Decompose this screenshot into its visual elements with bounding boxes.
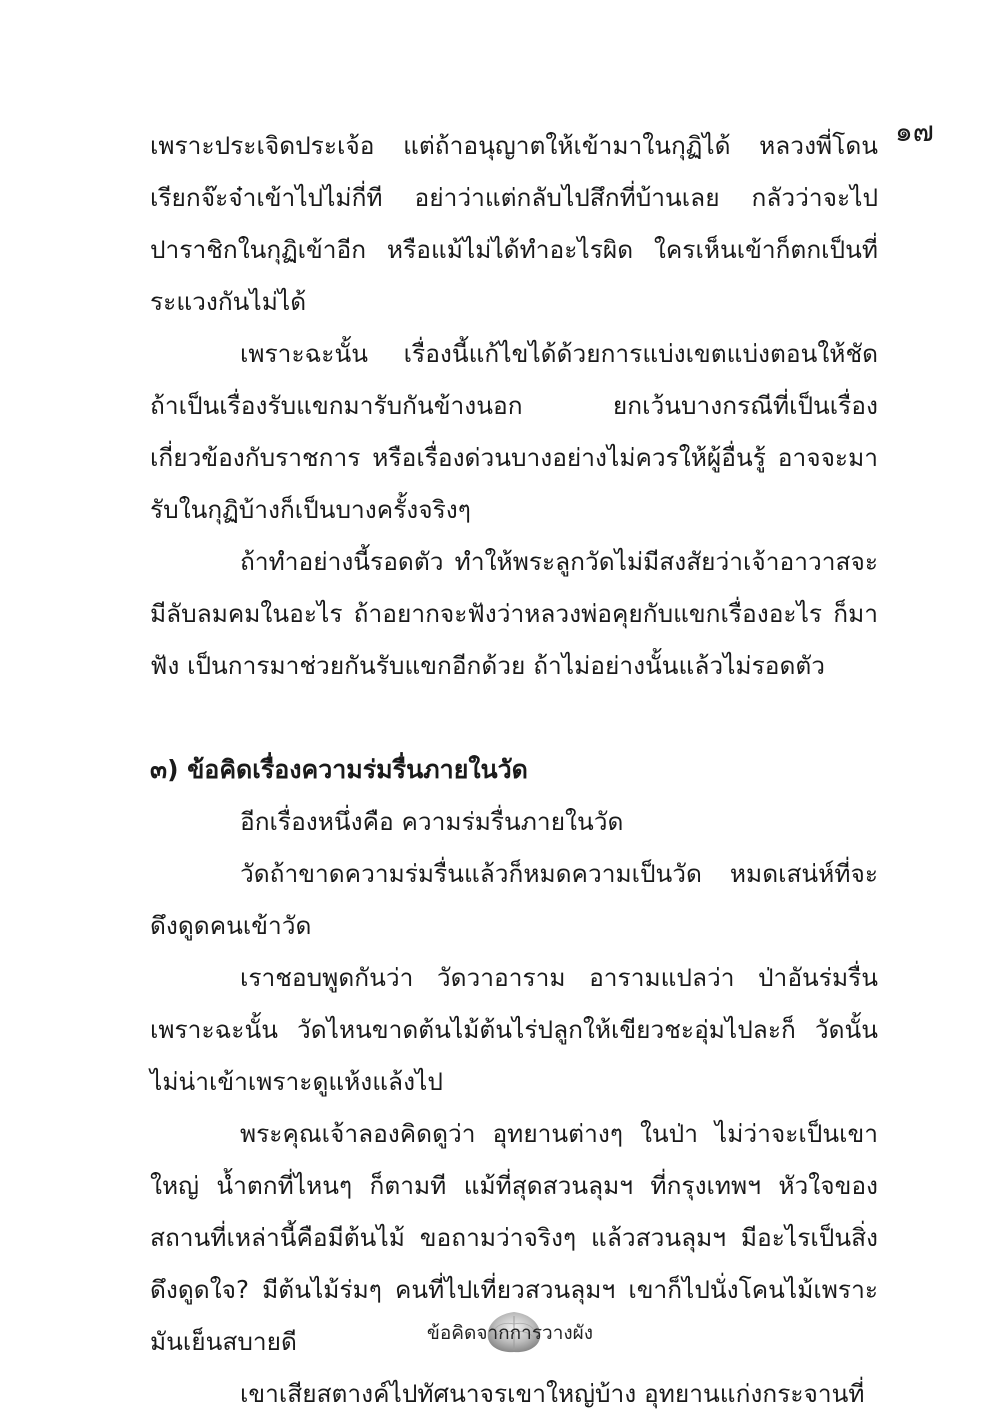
text-body	[150, 120, 878, 1420]
paragraph-1: เพราะประเจิดประเจ้อ แต่ถ้าอนุญาตให้เข้ามาในกุฏิได้ หลวงพี่โดนเรียกจ๊ะจ๋าเข้าไปไม่กี่ที อย่าว่าแต่กลับไปสึกที่บ้านเลย กลัวว่าจะไปปาราชิกในกุฏิเข้าอีก หรือแม้ไม่ได้ทำอะไรผิด ใครเห็นเข้าก็ตกเป็นที่ระแวงกันไม่ได้	[150, 131, 878, 316]
page-footer	[400, 1306, 620, 1366]
paragraph-2: เพราะฉะนั้น เรื่องนี้แก้ไขได้ด้วยการแบ่งเขตแบ่งตอนให้ชัด ถ้าเป็นเรื่องรับแขกมารับกันข้างนอก ยกเว้นบางกรณีที่เป็นเรื่องเกี่ยวข้องกับราชการ หรือเรื่องด่วนบางอย่างไม่ควรให้ผู้อื่นรู้ อาจจะมารับในกุฏิบ้างก็เป็นบางครั้งจริงๆ	[150, 339, 878, 524]
paragraph-6: เราชอบพูดกันว่า วัดวาอาราม อารามแปลว่า ป่าอันร่มรื่น เพราะฉะนั้น วัดไหนขาดต้นไม้ต้นไร่ปลูกให้เขียวชะอุ่มไปละก็ วัดนั้นไม่น่าเข้าเพราะดูแห้งแล้งไป	[150, 963, 878, 1096]
section-heading: ๓) ข้อคิดเรื่องความร่มรื่นภายในวัด	[150, 755, 528, 784]
paragraph-3: ถ้าทำอย่างนี้รอดตัว ทำให้พระลูกวัดไม่มีสงสัยว่าเจ้าอาวาสจะมีลับลมคมในอะไร ถ้าอยากจะฟังว่าหลวงพ่อคุยกับแขกเรื่องอะไร ก็มาฟัง เป็นการมาช่วยกันรับแขกอีกด้วย ถ้าไม่อย่างนั้นแล้วไม่รอดตัว	[150, 547, 878, 680]
paragraph-5: วัดถ้าขาดความร่มรื่นแล้วก็หมดความเป็นวัด หมดเสน่ห์ที่จะดึงดูดคนเข้าวัด	[150, 859, 878, 940]
paragraph-7: พระคุณเจ้าลองคิดดูว่า อุทยานต่างๆ ในป่า ไม่ว่าจะเป็นเขาใหญ่ น้ำตกที่ไหนๆ ก็ตามที แม้ที่สุดสวนลุมฯ ที่กรุงเทพฯ หัวใจของสถานที่เหล่านี้คือมีต้นไม้ ขอถามว่าจริงๆ แล้วสวนลุมฯ มีอะไรเป็นสิ่งดึงดูดใจ? มีต้นไม้ร่มๆ คนที่ไปเที่ยวสวนลุมฯ เขาก็ไปนั่งโคนไม้เพราะมันเย็นสบายดี	[150, 1119, 878, 1356]
footer-book-title: ข้อคิดจากการวางผัง	[426, 1322, 594, 1344]
paragraph-8: เขาเสียสตางค์ไปทัศนาจรเขาใหญ่บ้าง อุทยานแก่งกระจานที่	[240, 1379, 865, 1408]
paragraph-4: อีกเรื่องหนึ่งคือ ความร่มรื่นภายในวัด	[240, 807, 624, 836]
page-number: ๑๗	[895, 115, 934, 148]
